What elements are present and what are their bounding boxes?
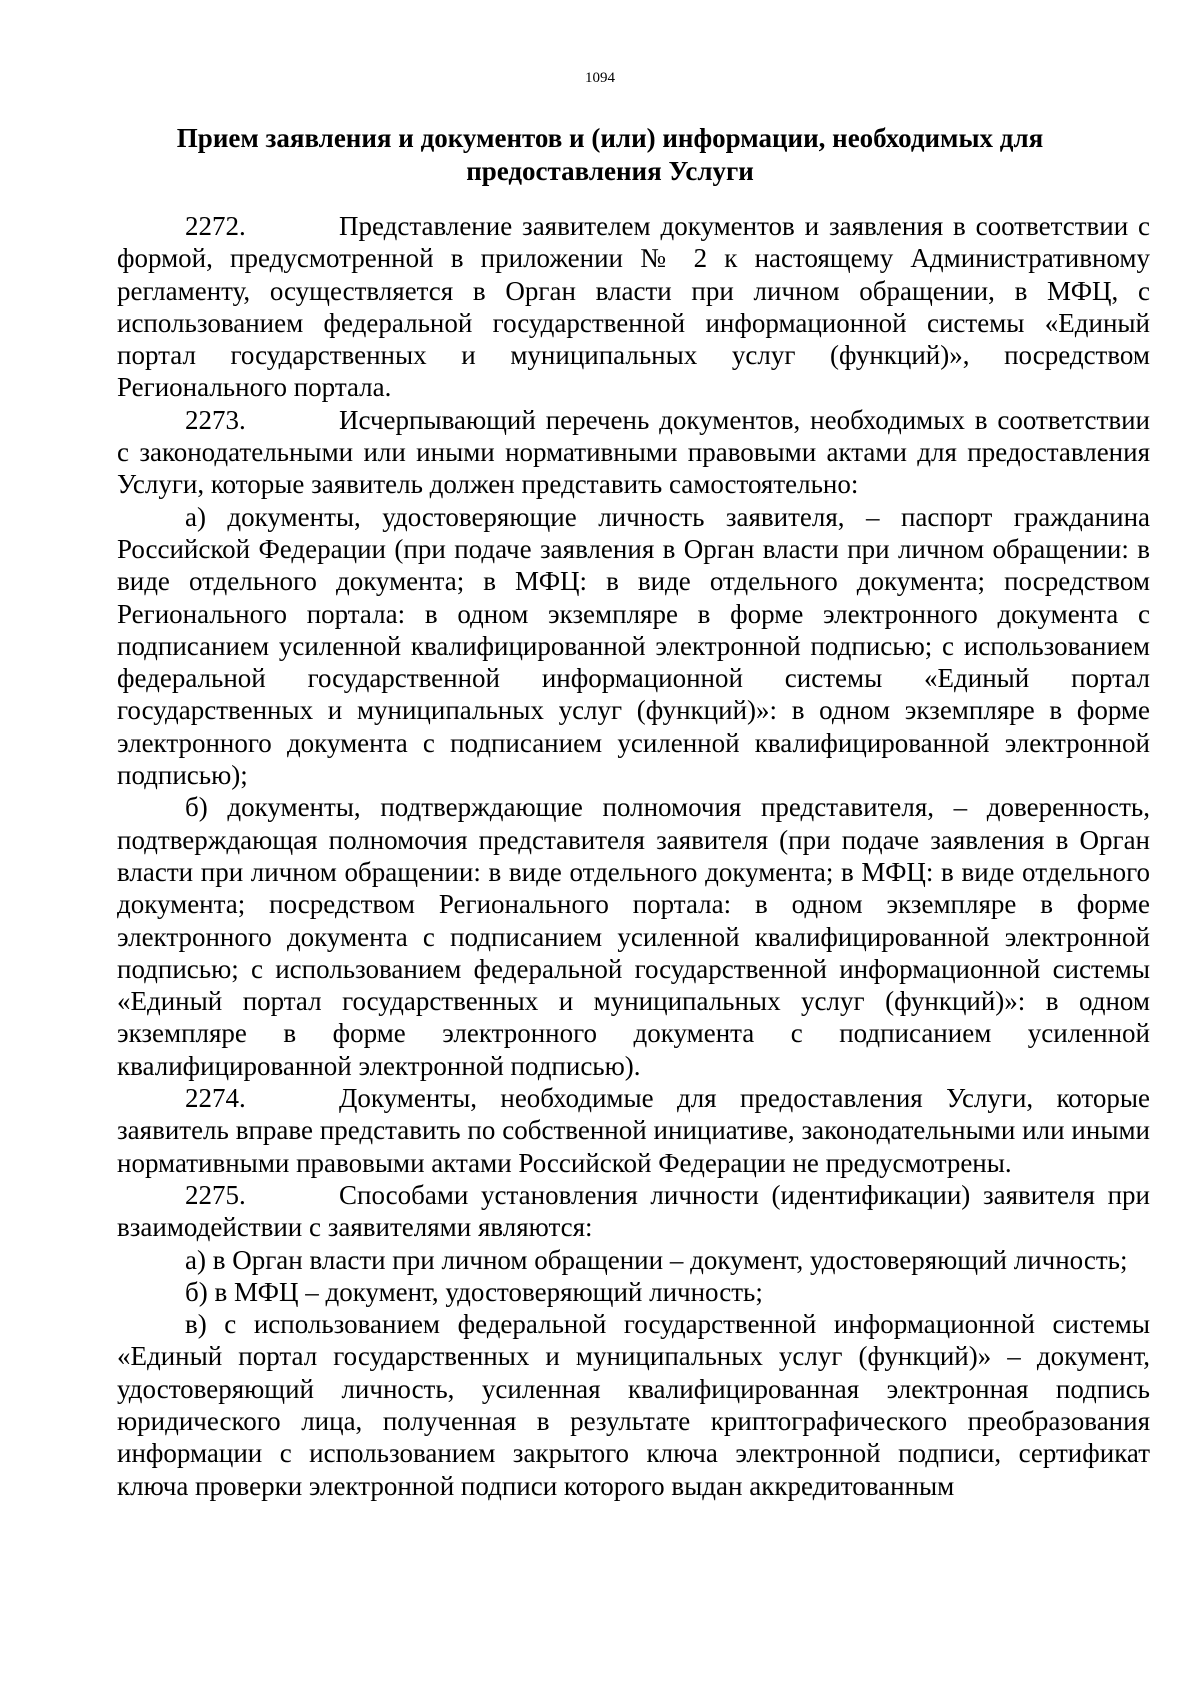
paragraph-2273 xyxy=(117,404,1150,501)
paragraph-text: Способами установления личности (идентификации) заявителя при взаимодействии с заявителями являются: xyxy=(117,1179,1150,1243)
list-item-b-mfc: б) в МФЦ – документ, удостоверяющий личность; xyxy=(185,1276,763,1307)
list-item-a-organ: а) в Орган власти при личном обращении – документ, удостоверяющий личность; xyxy=(185,1244,1128,1275)
paragraph-number: 2274. xyxy=(185,1083,246,1114)
list-item-b-authority: б) документы, подтверждающие полномочия представителя, – доверенность, подтверждающая полномочия представителя заявителя (при подаче заявления в Орган власти при личном обращении: в виде отдельного документа; в МФЦ: в виде отдельного документа; посредством Регионального портала: в одном экземпляре в форме электронного документа с подписанием усиленной квалифицированной электронной подписью; с использованием федеральной государственной информационной системы «Единый портал государственных и муниципальных услуг (функций)»: в одном экземпляре в форме электронного документа с подписанием усиленной квалифицированной электронной подписью). xyxy=(117,792,1150,1081)
paragraph-text: Представление заявителем документов и заявления в соответствии с формой, предусмотренной в приложении № 2 к настоящему Административному регламенту, осуществляется в Орган власти при личном обращении, в МФЦ, с использованием федеральной государственной информационной системы «Единый портал государственных и муниципальных услуг (функций)», посредством Регионального портала. xyxy=(117,211,1150,403)
page-number: 1094 xyxy=(585,70,615,86)
paragraph-2275 xyxy=(117,1179,1150,1244)
list-item-v-portal: в) с использованием федеральной государственной информационной системы «Единый портал государственных и муниципальных услуг (функций)» – документ, удостоверяющий личность, усиленная квалифицированная электронная подпись юридического лица, полученная в результате криптографического преобразования информации с использованием закрытого ключа электронной подписи, сертификат ключа проверки электронной подписи которого выдан аккредитованным xyxy=(117,1309,1150,1501)
section-heading: Прием заявления и документов и (или) информации, необходимых для предоставления Услуги xyxy=(176,123,1044,186)
paragraph-2272 xyxy=(117,210,1150,404)
paragraph-number: 2273. xyxy=(185,404,246,435)
document-body xyxy=(117,210,1150,1502)
paragraph-text: Исчерпывающий перечень документов, необходимых в соответствии с законодательными или иными нормативными правовыми актами для предоставления Услуги, которые заявитель должен представить самостоятельно: xyxy=(117,404,1150,500)
paragraph-text: Документы, необходимые для предоставления Услуги, которые заявитель вправе представить по собственной инициативе, законодательными или иными нормативными правовыми актами Российской Федерации не предусмотрены. xyxy=(117,1083,1150,1178)
paragraph-number: 2272. xyxy=(185,211,246,241)
paragraph-number: 2275. xyxy=(185,1179,246,1210)
paragraph-2274 xyxy=(117,1082,1150,1179)
list-item-a-identity: а) документы, удостоверяющие личность заявителя, – паспорт гражданина Российской Федерации (при подаче заявления в Орган власти при личном обращении: в виде отдельного документа; в МФЦ: в виде отдельного документа; посредством Регионального портала: в одном экземпляре в форме электронного документа с подписанием усиленной квалифицированной электронной подписью; с использованием федеральной государственной информационной системы «Единый портал государственных и муниципальных услуг (функций)»: в одном экземпляре в форме электронного документа с подписанием усиленной квалифицированной электронной подписью); xyxy=(117,501,1150,791)
